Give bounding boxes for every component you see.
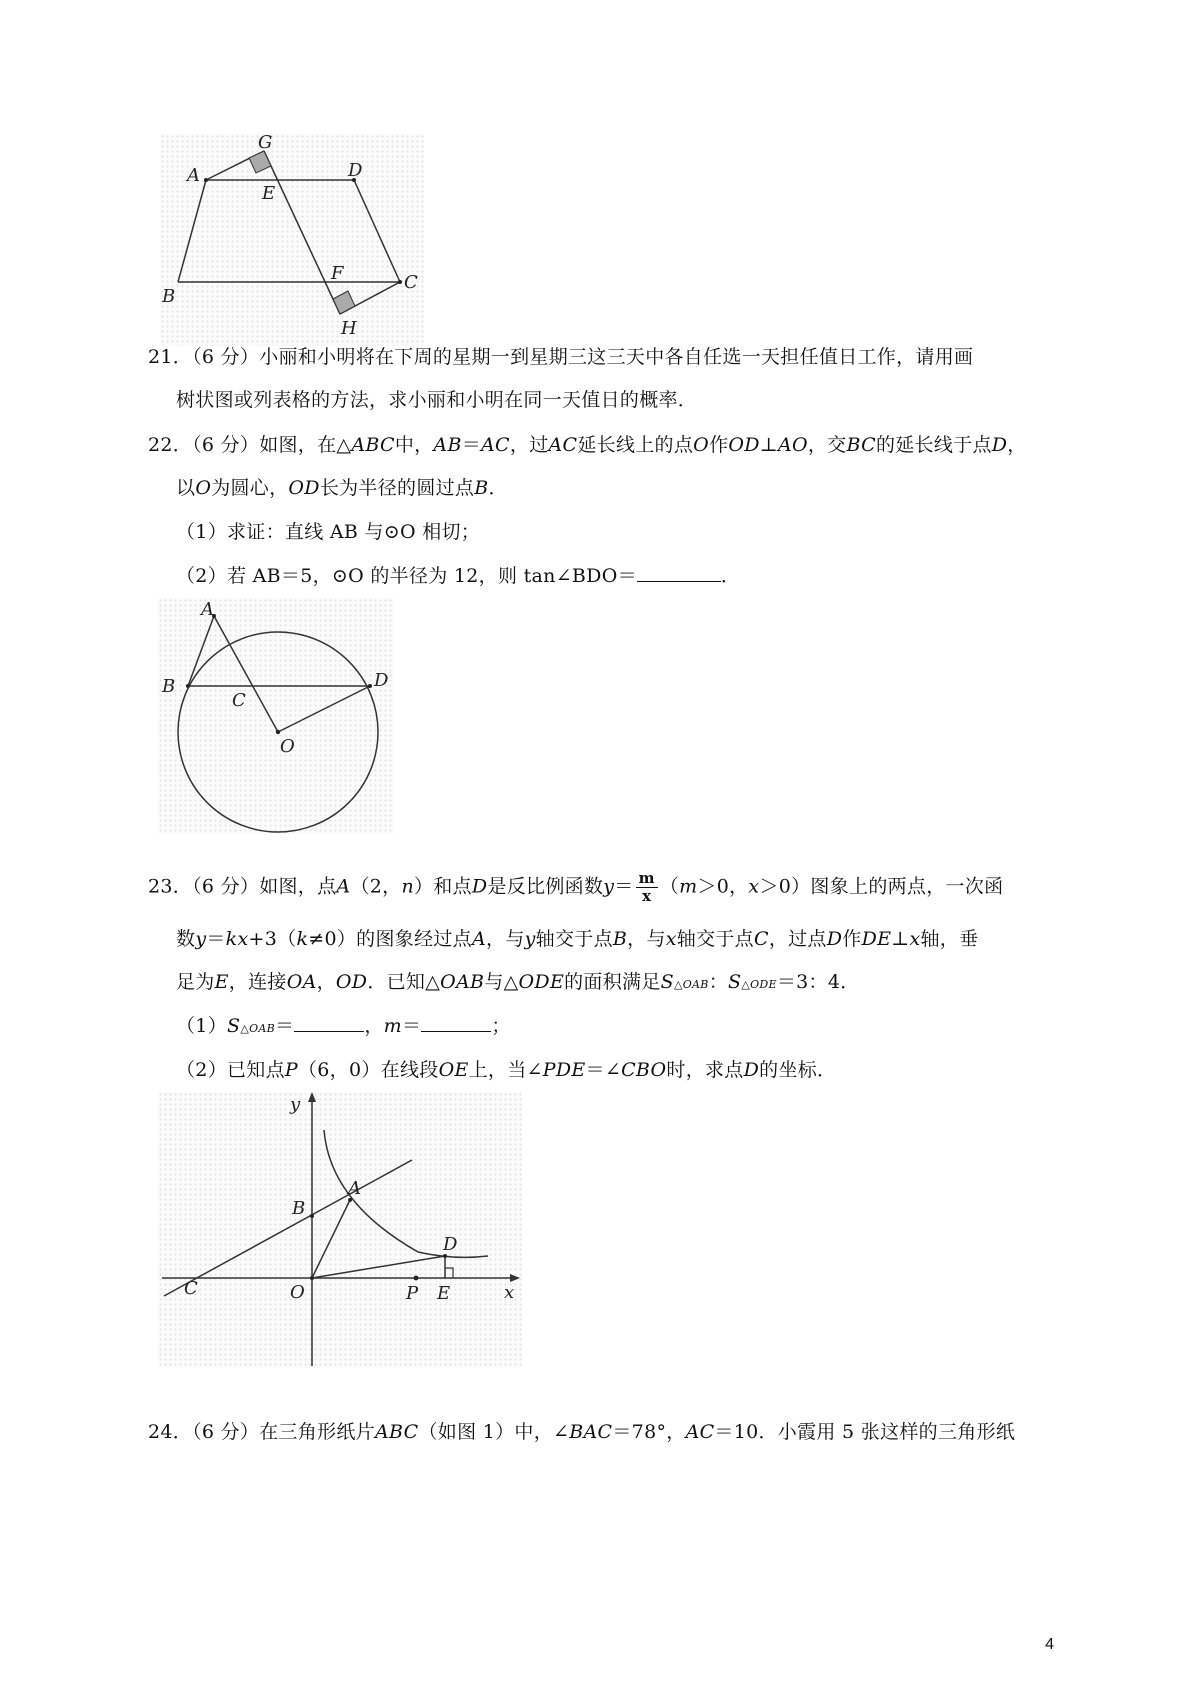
line-cba <box>164 1160 412 1296</box>
label-e: E <box>437 1283 451 1304</box>
q22-part1: （1）求证：直线 AB 与⊙O 相切； <box>176 521 481 543</box>
page-number: 4 <box>1045 1636 1054 1653</box>
segment-ba <box>188 616 214 686</box>
label-a: A <box>187 165 200 186</box>
label-d: D <box>374 670 389 691</box>
q22-line1: 22．（6 分）如图，在△ABC中，AB＝AC，过AC延长线上的点O作OD⊥AO，交BC的延长线于点D， <box>148 434 1027 456</box>
q23-line3: 足为E，连接OA，OD．已知△OAB与△ODE的面积满足S△OAB：S△ODE＝3：4． <box>176 971 860 993</box>
right-angle-h <box>333 291 355 314</box>
q23-line1: 23．（6 分）如图，点A（2，n）和点D是反比例函数y＝ $\frac{m}{x}$ （m＞0，x＞0）图象上的两点，一次函 <box>148 869 1004 905</box>
answer-blank-area <box>294 1013 364 1032</box>
segment-ab <box>178 180 206 282</box>
figure-quadrilateral <box>160 134 424 346</box>
label-e: E <box>262 183 276 204</box>
label-b: B <box>292 1198 306 1219</box>
fraction-m-over-x: $\frac{m}{x}$ <box>636 870 658 905</box>
label-b: B <box>162 676 176 697</box>
segment-od <box>278 686 370 732</box>
label-p: P <box>406 1283 419 1304</box>
q23-part1: （1）S△OAB＝ ，m＝ ； <box>176 1015 511 1037</box>
label-c: C <box>184 1278 198 1299</box>
x-axis-arrow <box>510 1274 520 1282</box>
segment-gh <box>264 151 340 314</box>
label-f: F <box>331 263 344 284</box>
q21-line2: 树状图或列表格的方法，求小丽和小明在同一天值日的概率． <box>176 389 698 411</box>
label-c: C <box>232 690 246 711</box>
q22-line2: 以O为圆心，OD长为半径的圆过点B． <box>176 477 508 499</box>
label-b: B <box>162 286 176 307</box>
label-y: y <box>290 1094 301 1115</box>
y-axis-arrow <box>308 1092 316 1102</box>
figure-circle-svg <box>158 598 394 834</box>
figure-coordinate <box>158 1092 522 1368</box>
figure-circle <box>158 598 394 834</box>
answer-blank-tan <box>637 563 721 582</box>
q21-line1: 21．（6 分）小丽和小明将在下周的星期一到星期三这三天中各自任选一天担任值日工作，请用画 <box>148 346 974 368</box>
label-o: O <box>290 1282 305 1303</box>
right-angle-e <box>445 1268 453 1278</box>
segment-ao <box>214 616 278 732</box>
q23-part2: （2）已知点P（6，0）在线段OE上，当∠PDE＝∠CBO时，求点D的坐标． <box>176 1059 837 1081</box>
answer-blank-m <box>421 1013 491 1032</box>
label-h: H <box>341 318 357 339</box>
label-a: A <box>348 1178 361 1199</box>
q23-line2: 数y＝kx+3（k≠0）的图象经过点A，与y轴交于点B，与x轴交于点C，过点D作DE⊥x轴，垂 <box>176 928 979 950</box>
label-d: D <box>348 160 363 181</box>
q24-line1: 24．（6 分）在三角形纸片ABC（如图 1）中，∠BAC＝78°，AC＝10．小霞用 5 张这样的三角形纸 <box>148 1421 1016 1443</box>
figure-coordinate-svg <box>158 1092 522 1368</box>
label-o: O <box>280 736 295 757</box>
segment-od <box>312 1256 445 1278</box>
label-x: x <box>504 1282 515 1303</box>
label-c: C <box>404 272 418 293</box>
figure-quadrilateral-svg <box>160 134 424 346</box>
label-a: A <box>201 599 214 620</box>
right-angle-g <box>249 151 271 173</box>
segment-dc <box>354 180 400 282</box>
label-g: G <box>258 134 273 153</box>
label-d: D <box>443 1234 458 1255</box>
q22-part2: （2）若 AB＝5，⊙O 的半径为 12，则 tan∠BDO＝ ． <box>176 565 741 587</box>
